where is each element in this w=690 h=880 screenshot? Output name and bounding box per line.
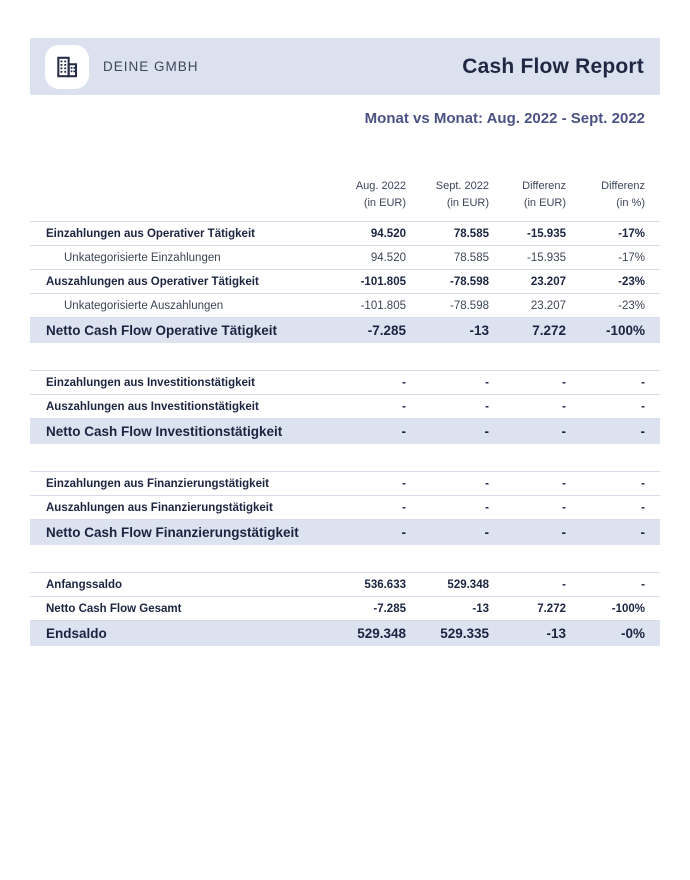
row-label: Endsaldo <box>46 626 107 641</box>
row-value: -78.598 <box>449 299 489 312</box>
table-row <box>30 572 660 596</box>
row-value: -17% <box>618 251 645 264</box>
row-value: -7.285 <box>373 602 406 615</box>
column-header-sept: Sept. 2022 (in EUR) <box>435 180 489 209</box>
row-value: - <box>641 501 645 514</box>
row-value: - <box>562 578 566 591</box>
row-value: - <box>641 578 645 591</box>
column-header-diff-eur: Differenz (in EUR) <box>522 180 566 209</box>
row-value: 23.207 <box>530 299 566 312</box>
column-header-aug: Aug. 2022 (in EUR) <box>355 180 406 209</box>
row-label: Netto Cash Flow Investitionstätigkeit <box>46 424 283 439</box>
row-label: Netto Cash Flow Gesamt <box>46 602 182 615</box>
row-value: -13 <box>546 626 566 641</box>
company-logo <box>45 45 89 89</box>
table-row <box>30 269 660 293</box>
row-label: Anfangssaldo <box>46 578 123 591</box>
row-value: -78.598 <box>449 275 489 288</box>
table-total-row <box>30 317 660 343</box>
row-label: Auszahlungen aus Investitionstätigkeit <box>46 400 259 413</box>
row-value: 23.207 <box>530 275 566 288</box>
row-value: -0% <box>620 626 645 641</box>
row-value: - <box>485 400 489 413</box>
table-row <box>30 596 660 620</box>
table-total-row <box>30 418 660 444</box>
row-value: -17% <box>618 227 645 240</box>
section-gap <box>30 545 660 572</box>
row-value: -23% <box>618 275 645 288</box>
table-row <box>30 471 660 495</box>
page-title: Cash Flow Report <box>462 54 644 78</box>
row-value: - <box>484 525 489 540</box>
table-row <box>30 293 660 317</box>
row-label: Netto Cash Flow Operative Tätigkeit <box>46 323 278 338</box>
row-value: -13 <box>472 602 489 615</box>
row-value: -23% <box>618 299 645 312</box>
header-bar <box>30 38 660 95</box>
row-value: 529.335 <box>440 626 489 641</box>
row-value: - <box>562 400 566 413</box>
cashflow-table <box>30 178 660 646</box>
row-value: - <box>562 477 566 490</box>
table-row <box>30 495 660 519</box>
row-value: 7.272 <box>537 602 566 615</box>
row-value: - <box>401 424 406 439</box>
section-financing <box>30 471 660 545</box>
row-value: 7.272 <box>532 323 566 338</box>
row-value: - <box>640 424 645 439</box>
row-value: -101.805 <box>360 299 406 312</box>
table-row <box>30 394 660 418</box>
row-value: -7.285 <box>367 323 406 338</box>
row-value: -15.935 <box>526 227 566 240</box>
table-total-row <box>30 620 660 646</box>
section-gap <box>30 343 660 370</box>
column-header-diff-pct: Differenz (in %) <box>601 180 645 209</box>
row-label: Auszahlungen aus Finanzierungstätigkeit <box>46 501 273 514</box>
row-value: - <box>402 376 406 389</box>
row-value: - <box>402 400 406 413</box>
row-value: - <box>561 525 566 540</box>
row-label: Unkategorisierte Einzahlungen <box>64 251 221 264</box>
report-subtitle: Monat vs Monat: Aug. 2022 - Sept. 2022 <box>364 110 645 127</box>
row-label: Einzahlungen aus Operativer Tätigkeit <box>46 227 255 240</box>
row-label: Netto Cash Flow Finanzierungstätigkeit <box>46 525 299 540</box>
row-value: 529.348 <box>357 626 406 641</box>
row-value: -101.805 <box>360 275 406 288</box>
row-value: - <box>402 501 406 514</box>
table-row <box>30 221 660 245</box>
row-value: - <box>641 477 645 490</box>
row-value: - <box>640 525 645 540</box>
row-value: - <box>485 501 489 514</box>
row-label: Auszahlungen aus Operativer Tätigkeit <box>46 275 259 288</box>
section-investing <box>30 370 660 444</box>
section-operating <box>30 221 660 343</box>
row-value: - <box>402 477 406 490</box>
row-value: - <box>484 424 489 439</box>
row-value: 78.585 <box>453 251 489 264</box>
row-value: -15.935 <box>526 251 566 264</box>
row-value: - <box>561 424 566 439</box>
row-value: - <box>641 400 645 413</box>
row-value: 78.585 <box>453 227 489 240</box>
row-value: -100% <box>611 602 645 615</box>
row-value: - <box>401 525 406 540</box>
section-balance <box>30 572 660 646</box>
section-gap <box>30 444 660 471</box>
table-column-headers <box>30 178 660 212</box>
row-value: 536.633 <box>364 578 406 591</box>
table-total-row <box>30 519 660 545</box>
row-value: - <box>485 376 489 389</box>
row-label: Einzahlungen aus Investitionstätigkeit <box>46 376 255 389</box>
row-value: -13 <box>469 323 489 338</box>
row-value: 94.520 <box>370 227 406 240</box>
table-row <box>30 370 660 394</box>
row-value: - <box>485 477 489 490</box>
row-value: 94.520 <box>370 251 406 264</box>
row-value: - <box>641 376 645 389</box>
row-value: - <box>562 501 566 514</box>
company-name: DEINE GMBH <box>103 59 199 74</box>
row-value: 529.348 <box>447 578 489 591</box>
building-icon <box>54 54 80 80</box>
table-row <box>30 245 660 269</box>
row-value: - <box>562 376 566 389</box>
row-label: Unkategorisierte Auszahlungen <box>64 299 224 312</box>
row-value: -100% <box>605 323 645 338</box>
row-label: Einzahlungen aus Finanzierungstätigkeit <box>46 477 269 490</box>
